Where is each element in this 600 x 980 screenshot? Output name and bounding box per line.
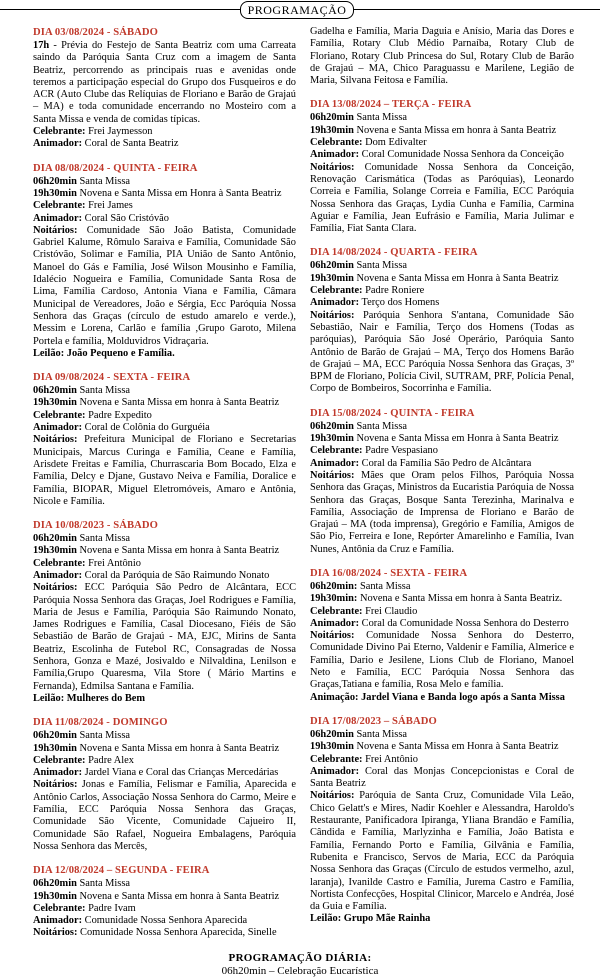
line-label: Celebrante: [310, 753, 363, 765]
line-text: Santa Missa [76, 385, 130, 397]
daily-program-title: PROGRAMAÇÃO DIÁRIA: [228, 952, 372, 964]
line-label: 06h20min [33, 385, 77, 397]
schedule-line [33, 213, 296, 225]
line-label: 19h30min: [310, 593, 358, 605]
day-section [310, 567, 574, 704]
line-text: Frei Claudio [362, 605, 418, 617]
line-text: Frei Jaymesson [85, 126, 153, 138]
line-label: Celebrante: [33, 902, 86, 914]
schedule-line [33, 570, 296, 582]
day-section [33, 26, 296, 151]
line-text: Novena e Santa Missa em honra à Santa Beatriz [76, 742, 280, 754]
line-text: Comunidade Nossa Senhora da Conceição, Renovação Carismática (Todas as Paróquias), Leonardo Correia e Família, Solange Correia e Família, ECC Paróquia Nossa Senhora das Graças, Lydia Cunha e Família, Carmina Aguiar e Família, Jean Eufrásio e Família, Maria Julimar e Família, Fiat Santa Clara. [310, 161, 574, 235]
line-label: Noitários: [33, 224, 78, 236]
line-text: Novena e Santa Missa em honra à Santa Beatriz [76, 545, 280, 557]
schedule-line [310, 913, 574, 925]
line-label: 06h20min [310, 420, 354, 432]
schedule-line [33, 410, 296, 422]
schedule-line [33, 693, 296, 705]
schedule-line [33, 545, 296, 557]
daily-program-line: 06h20min – Celebração Eucarística [221, 965, 379, 977]
schedule-line [33, 779, 296, 853]
day-section [310, 407, 574, 556]
schedule-line [33, 176, 296, 188]
schedule-line [33, 126, 296, 138]
day-heading: DIA 11/08/2024 - DOMINGO [33, 717, 168, 729]
line-label: Leilão: Mulheres do Bem [33, 692, 146, 704]
line-label: 06h20min [310, 728, 354, 740]
line-text: Coral da Família São Pedro de Alcântara [359, 457, 532, 469]
schedule-line [310, 285, 574, 297]
schedule-line [310, 162, 574, 236]
line-text: Coral de Colônia do Gurguéia [82, 422, 210, 434]
schedule-line [310, 433, 574, 445]
line-text: Coral São Cristóvão [82, 212, 169, 224]
day-section [33, 162, 296, 360]
day-heading: DIA 12/08/2024 – SEGUNDA - FEIRA [33, 865, 210, 877]
line-label: Animador: [33, 138, 83, 150]
schedule-line [310, 581, 574, 593]
line-label: Noitários: [310, 309, 355, 321]
line-text: Padre Expedito [85, 409, 152, 421]
schedule-line [33, 348, 296, 360]
line-text: Paróquia Senhora S'antana, Comunidade São Sebastião, Nair e Família, Terço dos Homens (Todas as paróquias), Paróquia São José Operário, Paróquia Santo Antônio de Barão de Grajaú – MA, Terço dos Homens Barão de Grajaú – MA, ECC Paróquia Nossa Senhora das Graças, 3º BPM de Floriano, Polícia Civil, SUTRAM, PRF, Polícia Penal, Corpo de Bombeiros, Socorrinha e Família. [310, 309, 574, 395]
schedule-line [310, 458, 574, 470]
schedule-line [310, 692, 574, 704]
schedule-line [310, 310, 574, 396]
schedule-line [33, 558, 296, 570]
schedule-line [310, 445, 574, 457]
line-text: Novena e Santa Missa em honra à Santa Beatriz [76, 890, 280, 902]
schedule-line [310, 593, 574, 605]
schedule-line [33, 533, 296, 545]
line-label: 06h20min [33, 175, 77, 187]
line-text: Padre Alex [85, 754, 134, 766]
line-label: Animador: [310, 617, 360, 629]
banner-title: PROGRAMAÇÃO [240, 1, 354, 19]
left-column [33, 26, 296, 951]
schedule-line [310, 125, 574, 137]
line-text: Santa Missa [353, 260, 407, 272]
line-label: Celebrante: [33, 126, 86, 138]
line-label: Noitários: [33, 434, 78, 446]
schedule-line [33, 903, 296, 915]
line-text: Novena e Santa Missa em Honra à Santa Beatriz [353, 741, 559, 753]
line-label: Celebrante: [33, 557, 86, 569]
line-label: 06h20min [33, 533, 77, 545]
schedule-line [310, 630, 574, 691]
line-label: Animador: [33, 422, 83, 434]
line-text: Terço dos Homens [359, 297, 440, 309]
line-label: Noitários: [33, 927, 78, 939]
line-text: Frei Antônio [85, 557, 141, 569]
day-heading: DIA 10/08/2023 - SÁBADO [33, 520, 159, 532]
day-section [33, 716, 296, 853]
day-heading: DIA 14/08/2024 - QUARTA - FEIRA [310, 247, 478, 259]
day-section [310, 98, 574, 235]
line-text: Comunidade Nossa Senhora do Desterro, Comunidade Divino Pai Eterno, Valdenir e Família, Almerice e Família, Dario e Jesilene, Lions Club de Floriano, Manoel Neto e Família, ECC Paróquia Nossa Senhora das Graças,Tatiana e família, Rosa Melo e família. [310, 630, 574, 691]
line-label: 19h30min [33, 890, 77, 902]
line-label: 19h30min [310, 741, 354, 753]
schedule-line [310, 149, 574, 161]
schedule-line [33, 40, 296, 126]
line-text: Santa Missa [353, 112, 407, 124]
day-heading: DIA 16/08/2024 - SEXTA - FEIRA [310, 567, 468, 579]
schedule-line [310, 26, 574, 87]
schedule-line [33, 743, 296, 755]
day-heading: DIA 03/08/2024 - SÁBADO [33, 27, 159, 38]
schedule-line [33, 188, 296, 200]
line-text: Santa Missa [353, 728, 407, 740]
line-text: Jonas e Família, Felismar e Família, Aparecida e Antônio Carlos, Associação Nossa Senhora do Carmo, Meire e Família, ECC Paróquia Nossa Senhora das Graças, Comunidade São Vicente, Comunidade Cajueiro II, Comunidade São Rafael, Nogueira Embalagens, Paróquia Nossa Senhora das Mercês, [33, 779, 296, 852]
schedule-line [33, 385, 296, 397]
line-text: Novena e Santa Missa em Honra à Santa Beatriz [353, 272, 559, 284]
line-label: Animador: [33, 569, 83, 581]
line-label: 19h30min [310, 124, 354, 136]
line-label: 06h20min: [310, 580, 358, 592]
right-column [310, 26, 574, 937]
line-text: Santa Missa [76, 730, 130, 742]
line-label: Celebrante: [33, 409, 86, 421]
line-text: Comunidade Nossa Senhora Aparecida, Sinelle [77, 927, 277, 939]
line-text: Santa Missa [76, 878, 130, 890]
line-label: Animador: [33, 212, 83, 224]
line-text: Novena e Santa Missa em honra à Santa Beatriz. [357, 593, 563, 605]
program-banner [0, 0, 600, 20]
line-label: 06h20min [33, 878, 77, 890]
schedule-line [33, 927, 296, 939]
line-text: Prefeitura Municipal de Floriano e Secretarias Municipais, Marcus Curinga e Família, Ceane e Família, Arisdete Freitas e Família, Churrascaria Bom Bocado, Elza e Família, Delcy e Djane, Gustavo Neiva e Família, Doralice e Família, BIOPAR, Miguel Eletromóveis, Amaro e Antônia, Nicole e Família. [33, 434, 296, 507]
line-text: Padre Roniere [362, 285, 425, 297]
line-label: Animação: Jardel Viana e Banda logo após a Santa Missa [310, 691, 565, 703]
line-text: Coral da Paróquia de São Raimundo Nonato [82, 569, 270, 581]
schedule-line [33, 200, 296, 212]
line-text: ECC Paróquia São Pedro de Alcântara, ECC Paróquia Nossa Senhora das Graças, Joel Rodrigues e Família, Maria de Jesus e Família, Paróquia São Raimundo Nonato, James Rodrigues e Família, Casal Diocesano, Fiéis de São Sebastião de Barão de Grajaú - MA, EJC, Mirins de Santa Beatriz, Escolinha de Futebol RC, Consagradas de Nossa Senhora, Gonza e Mazé, Josivaldo e Nilvaldina, Lenilson e Família,Grupo Quaresma, Vila Store ( Mário Martins e Fernanda), Edmilsa Santana e Família. [33, 582, 296, 692]
line-text: Novena e Santa Missa em honra à Santa Beatriz [76, 397, 280, 409]
line-label: 06h20min [310, 260, 354, 272]
day-section [33, 864, 296, 939]
line-label: Noitários: [33, 779, 78, 791]
line-label: Leilão: Grupo Mãe Rainha [310, 913, 431, 925]
schedule-line [33, 755, 296, 767]
schedule-line [33, 582, 296, 693]
schedule-line [33, 915, 296, 927]
schedule-line [310, 260, 574, 272]
line-label: 19h30min [33, 545, 77, 557]
line-label: Animador: [310, 297, 360, 309]
schedule-line [310, 421, 574, 433]
schedule-line [310, 470, 574, 556]
line-label: Celebrante: [310, 605, 363, 617]
day-section [310, 26, 574, 87]
line-text: Comunidade São João Batista, Comunidade Gabriel Kalume, Rômulo Saraiva e Família, Comunidade São Cristóvão, Solimar e Família, PIA União de Santo Antônio, Manoel do Gás e Família, José Wilson Mousinho e Família, Idalécio Nogueira e Família, Comunidade Santa Rosa de Lima, Família Cardoso, Antonia Viana e Família, Câmara Municipal de Vereadores, João e Sérgia, Ecc Paróquia Nossa Senhora das Graças (círculo de estudo amarelo e verde.), Messim e Lorena, Carlão e família ,Grupo Garoto, Milena Portela e família, Molduvidros Vidraçaria. [33, 224, 296, 347]
day-section [33, 371, 296, 508]
line-text: Santa Missa [353, 420, 407, 432]
line-label: 19h30min [310, 272, 354, 284]
schedule-line [33, 767, 296, 779]
schedule-line [33, 730, 296, 742]
line-text: Coral das Monjas Concepcionistas e Coral de Santa Beatriz [310, 765, 574, 790]
schedule-line [33, 397, 296, 409]
line-label: 06h20min [33, 730, 77, 742]
schedule-line [33, 138, 296, 150]
line-label: 19h30min [33, 397, 77, 409]
line-text: Gadelha e Família, Maria Daguia e Anísio, Maria das Dores e Família, Rotary Club Médio Parnaíba, Rotary Club de Floriano, Rotary Club Princesa do Sul, Rotary Club de Barão de Grajaú – MA, Chico Paraguassu e Marilene, Legião de Maria, Silvana Feitosa e Família. [310, 26, 574, 87]
line-label: Noitários: [33, 582, 78, 594]
line-text: Paróquia de Santa Cruz, Comunidade Vila Leão, Chico Gelatt's e Mires, Nadir Koehler e Alessandra, Haroldo's Restaurante, Panificadora Ipiranga, Yliana Brandão e Família, Cândida e Família, Marlyzinha e Família, João Batista e Família, Fernando Porto e Família, Gilvânia e Família, Rubenita e Francisco, Servos de Maria, ECC da Paróquia Nossa Senhora das Graças (Círculo de estudos vermelho, azul, laranja), Ivanilde Castro e Família, Jurema Castro e Família, Nortista Confecções, Hospital Clinicor, Marcelo e Andréa, José da Guia e Família. [310, 790, 574, 913]
schedule-line [310, 766, 574, 791]
schedule-line [310, 741, 574, 753]
line-label: 19h30min [33, 742, 77, 754]
line-label: Animador: [310, 457, 360, 469]
schedule-line [310, 754, 574, 766]
schedule-line [310, 137, 574, 149]
line-label: 19h30min [310, 433, 354, 445]
schedule-line [33, 422, 296, 434]
line-text: Novena e Santa Missa em honra à Santa Beatriz [353, 124, 557, 136]
day-heading: DIA 17/08/2023 – SÁBADO [310, 715, 437, 727]
line-text: Santa Missa [76, 533, 130, 545]
schedule-line [310, 112, 574, 124]
line-label: 17h [33, 40, 50, 51]
line-text: Frei James [85, 200, 133, 212]
line-label: Noitários: [310, 161, 355, 173]
line-label: Celebrante: [33, 754, 86, 766]
line-label: Celebrante: [310, 137, 363, 149]
daily-program [0, 952, 600, 978]
day-heading: DIA 13/08/2024 – TERÇA - FEIRA [310, 99, 472, 111]
line-label: Celebrante: [33, 200, 86, 212]
day-heading: DIA 09/08/2024 - SEXTA - FEIRA [33, 372, 191, 384]
line-text: - Prévia do Festejo de Santa Beatriz com uma Carreata saindo da Paróquia Santa Cruz com a imagem de Santa Beatriz, percorrendo as principais ruas e avenidas onde teremos a participação especial do Grupo dos Fusqueiros e do ACR (Auto Clube das Relíquias de Floriano e Barão de Grajaú – MA) e toda comunidade encerrando no Mosteiro com a Santa Missa e venda de comidas típicas. [33, 40, 296, 125]
line-text: Coral de Santa Beatriz [82, 138, 179, 150]
line-text: Mães que Oram pelos Filhos, Paróquia Nossa Senhora das Graças, Ministros da Eucaristia Paróquia de Nossa Senhora das Graças, Bosque Santa Terezinha, Marinalva e Família, Associação de Imprensa de Floriano e Barão de Grajaú – MA (toda imprensa), Gregório e Família, Amigos de São Pio, Ferreira e Ione, Repórter Amarelinho e Família, Ivan Nunes, Antônia da Cruz e Família. [310, 469, 574, 555]
line-label: 19h30min [33, 187, 77, 199]
schedule-line [33, 891, 296, 903]
line-label: Celebrante: [310, 285, 363, 297]
schedule-line [33, 434, 296, 508]
schedule-line [33, 878, 296, 890]
line-label: Celebrante: [310, 445, 363, 457]
line-text: Padre Ivam [85, 902, 136, 914]
line-text: Comunidade Nossa Senhora Aparecida [82, 915, 248, 927]
line-text: Frei Antônio [362, 753, 418, 765]
schedule-line [310, 273, 574, 285]
line-text: Santa Missa [357, 580, 411, 592]
day-section [310, 246, 574, 395]
line-text: Coral Comunidade Nossa Senhora da Conceição [359, 149, 564, 161]
schedule-line [310, 790, 574, 913]
line-label: Animador: [33, 767, 83, 779]
line-text: Jardel Viana e Coral das Crianças Mercedárias [82, 767, 279, 779]
line-text: Novena e Santa Missa em Honra à Santa Beatriz [353, 433, 559, 445]
line-text: Padre Vespasiano [362, 445, 438, 457]
schedule-line [33, 225, 296, 348]
line-label: Animador: [33, 915, 83, 927]
schedule-line [310, 729, 574, 741]
line-text: Dom Edivalter [362, 137, 427, 149]
day-heading: DIA 15/08/2024 - QUINTA - FEIRA [310, 407, 475, 419]
line-label: Noitários: [310, 469, 355, 481]
line-label: Animador: [310, 149, 360, 161]
line-label: Animador: [310, 765, 360, 777]
schedule-line [310, 618, 574, 630]
line-label: 06h20min [310, 112, 354, 124]
line-label: Leilão: João Pequeno e Família. [33, 347, 175, 359]
line-text: Coral da Comunidade Nossa Senhora do Desterro [359, 617, 569, 629]
day-section [310, 715, 574, 926]
line-label: Noitários: [310, 790, 355, 802]
day-heading: DIA 08/08/2024 - QUINTA - FEIRA [33, 162, 198, 174]
line-label: Noitários: [310, 630, 355, 642]
line-text: Novena e Santa Missa em Honra à Santa Beatriz [76, 187, 282, 199]
schedule-line [310, 297, 574, 309]
day-section [33, 519, 296, 705]
schedule-line [310, 606, 574, 618]
line-text: Santa Missa [76, 175, 130, 187]
